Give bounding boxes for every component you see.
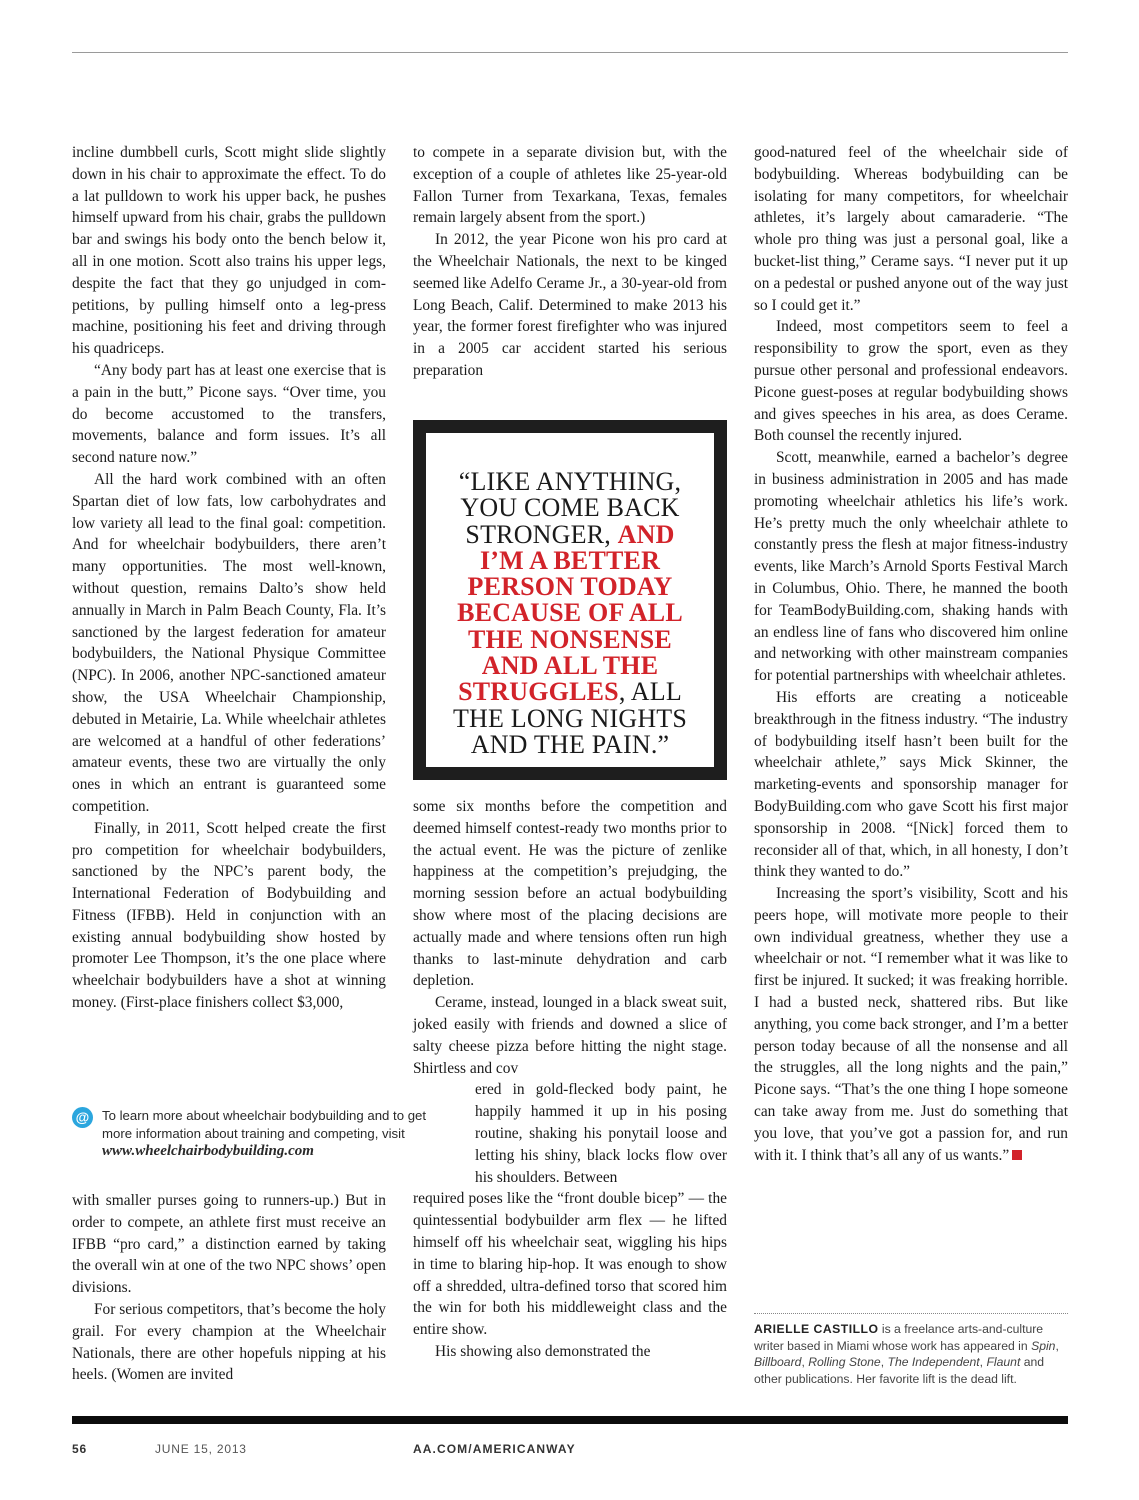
article-paragraph: All the hard work combined with an often Spartan diet of low fats, low carbohydrates and low variety all lead to the final goal: competition. And for wheelchair bodybuilders, there aren’t many opportunities. The most well-known, without question, remains Dalto’s show held annually in March in Palm Beach County, Fla. It’s sanctioned by the largest federation for amateur bodybuilders, the National Physique Committee (NPC). In 2006, another NPC-sanctioned amateur show, the USA Wheelchair Championship, debuted in Metairie, La. While wheelchair athletes are welcomed at a handful of other federations’ amateur events, these two are virtually the only ones in which an entrant is guaranteed some competition. <box>72 470 386 815</box>
end-mark-icon <box>1012 1150 1022 1160</box>
article-paragraph: “Any body part has at least one exercise that is a pain in the butt,” Picone says. “Over time, you do become accustomed to the transfers, movements, balance and form issues. It’s all second nature now.” <box>72 361 386 467</box>
pull-quote-text-highlight: AND I’M A BETTER PERSON TODAY BECAUSE OF ALL THE NONSENSE AND ALL THE STRUGGLES <box>457 519 683 707</box>
article-paragraph: with smaller purses going to runners-up.) But in order to compete, an athlete first must receive an IFBB “pro card,” a distinction earned by taking the overall win at one of the two NPC shows’ open divisions. <box>72 1192 386 1297</box>
info-box-link[interactable]: www.wheelchairbodybuilding.com <box>102 1143 314 1159</box>
article-paragraph: good-natured feel of the wheelchair side of bodybuilding. Whereas bodybuilding can be isolating for many competitors, for wheelchair athletes, it’s largely about camaraderie. “The whole pro thing was just a personal goal, like a bucket-list thing,” Cerame says. “I never put it up on a pedestal or pushed anyone out of the way just so I could get it.” <box>754 144 1068 314</box>
article-paragraph: Scott, meanwhile, earned a bachelor’s degree in business administration in 2005 and has made promoting wheelchair athletics his life’s work. He’s pretty much the only wheelchair athlete to constantly press the flesh at major fitness-industry events, like March’s Arnold Sports Festival March in Columbus, Ohio. There, he manned the booth for TeamBodyBuilding.com, shaking hands with an endless line of fans who discovered him online and networking with other mainstream companies for potential partnerships with wheelchair athletes. <box>754 449 1068 685</box>
info-box <box>72 1107 452 1161</box>
issue-date: JUNE 15, 2013 <box>155 1442 247 1456</box>
article-paragraph: In 2012, the year Picone won his pro card at the Wheelchair Nationals, the next to be kinged seemed like Adelfo Cerame Jr., a 30-year-old from Long Beach, Calif. Determined to make 2013 his year, the former forest firefighter who was injured in a 2005 car accident started his serious preparation <box>413 231 727 379</box>
bio-separator: , <box>801 1355 809 1370</box>
page-number: 56 <box>72 1442 87 1456</box>
article-paragraph: Increasing the sport’s visibility, Scott and his peers hope, will motivate more people to their own individual greatness, whether they use a wheelchair or not. “I remember what it was like to first be injured. It sucked; it was freaking horrible. I had a busted neck, shattered ribs. But like anything, you come back stronger, and I’m a better person today because of all the nonsense and all the struggles, all the long nights and the pain,” Picone says. “That’s the one thing I hope someone can take away from me. Just do something that you love, that you’ve got a passion for, and run with it. I think that’s all any of us wants.” <box>754 885 1068 1164</box>
bio-publication: The Independent <box>887 1355 980 1370</box>
article-paragraph: Finally, in 2011, Scott helped create the first pro competition for wheelchair bodybuilders, sanctioned by the NPC’s parent body, the International Federation of Bodybuilding and Fitness (IFBB). Held in conjunction with an existing annual bodybuilding show hosted by promoter Lee Thompson, it’s the one place where wheelchair bodybuilders have a shot at winning money. (First-place finishers collect $3,000, <box>72 819 386 1012</box>
article-paragraph: His showing also demonstrated the <box>435 1342 651 1360</box>
article-paragraph: to compete in a separate division but, with the exception of a couple of athletes like 25-year-old Fallon Turner from Texarkana, Texas, females remain largely absent from the sport.) <box>413 144 727 227</box>
author-name: ARIELLE CASTILLO <box>754 1322 879 1336</box>
pull-quote <box>413 420 727 780</box>
pull-quote-text-start: “LIKE ANYTHING, YOU COME BACK STRONGER, <box>458 467 682 549</box>
article-column-3 <box>754 142 1068 1166</box>
info-box-label: To learn more about wheelchair bodybuilding and to get more information about training and competing, visit <box>102 1108 427 1141</box>
article-paragraph: His efforts are creating a noticeable breakthrough in the fitness industry. “The industry of bodybuilding itself hasn’t been built for the wheelchair athlete,” says Mick Skinner, the marketing-events and sponsorship manager for BodyBuilding.com who gave Scott his first major sponsorship in 2008. “[Nick] forced them to reconsider all of that, which, in all honesty, I don’t think they wanted to do.” <box>754 688 1068 881</box>
article-column-1-continued <box>72 1190 386 1386</box>
bio-publication: Flaunt <box>986 1355 1021 1370</box>
footer-website[interactable]: AA.COM/AMERICANWAY <box>413 1442 576 1456</box>
article-column-1 <box>72 142 386 1014</box>
article-paragraph: some six months before the competition and deemed himself contest-ready two months prior to the actual event. He was the picture of zenlike happiness at the competition’s prejudging, the morning session before an actual bodybuilding show where most of the placing decisions are actually made and where tensions often run high thanks to last-minute dehydration and carb depletion. <box>413 798 727 990</box>
info-box-text <box>102 1107 452 1161</box>
bio-publication: Rolling Stone <box>808 1355 881 1370</box>
pull-quote-text-end: , ALL THE LONG NIGHTS AND THE PAIN.” <box>452 677 688 759</box>
article-paragraph: incline dumbbell curls, Scott might slide slightly down in his chair to approximate the effect. To do a lat pulldown to work his upper back, he pushes himself upward from his chair, grabs the pulldown bar and swings his body onto the bench below it, all in one motion. Scott also trains his upper legs, despite the fact that they go unjudged in competitions, by pulling himself onto a leg-press machine, positioning his feet and driving through his quadriceps. <box>72 144 386 358</box>
bottom-rule <box>72 1416 1068 1424</box>
top-rule <box>72 52 1068 53</box>
article-column-2-continued <box>413 796 727 1363</box>
article-paragraph: Cerame, instead, lounged in a black sweat suit, joked easily with friends and downed a slice of salty cheese pizza before hitting the night stage. Shirtless and cov <box>413 994 727 1077</box>
article-paragraph: For serious competitors, that’s become the holy grail. For every champion at the Wheelchair Nationals, there are other hopefuls nipping at his heels. (Women are invited <box>72 1300 386 1384</box>
article-column-2 <box>413 142 727 382</box>
article-paragraph: Indeed, most competitors seem to feel a responsibility to grow the sport, even as they pursue other personal and professional endeavors. Picone guest-poses at regular bodybuilding shows and gives speeches in his area, as does Cerame. Both counsel the recently injured. <box>754 318 1068 445</box>
bio-publication: Spin <box>1031 1338 1056 1353</box>
article-paragraph: ered in gold-flecked body paint, he happily hammed it up in his posing routine, shaking his ponytail loose and letting his shiny, black locks flow over his shoulders. Between <box>475 1081 727 1186</box>
at-sign-icon: @ <box>72 1107 93 1128</box>
author-bio <box>754 1313 1068 1387</box>
article-paragraph: required poses like the “front double bicep” — the quintessential bodybuilder arm flex — he lifted himself off his wheelchair seat, wiggling his hips in time to blaring hip-hop. It was enough to show off a shredded, ultra-defined torso that scored him the win for both his middleweight class and the entire show. <box>413 1190 727 1339</box>
bio-text-1: is a freelance arts-and-culture writer based in Miami whose work has appeared in <box>754 1322 1044 1353</box>
bio-publication: Billboard <box>754 1355 802 1370</box>
bio-text-2: and other publications. Her favorite lift is the dead lift. <box>754 1355 1045 1386</box>
bio-separator: , <box>1055 1338 1059 1353</box>
bio-separator: , <box>880 1355 888 1370</box>
bio-separator: , <box>979 1355 987 1370</box>
